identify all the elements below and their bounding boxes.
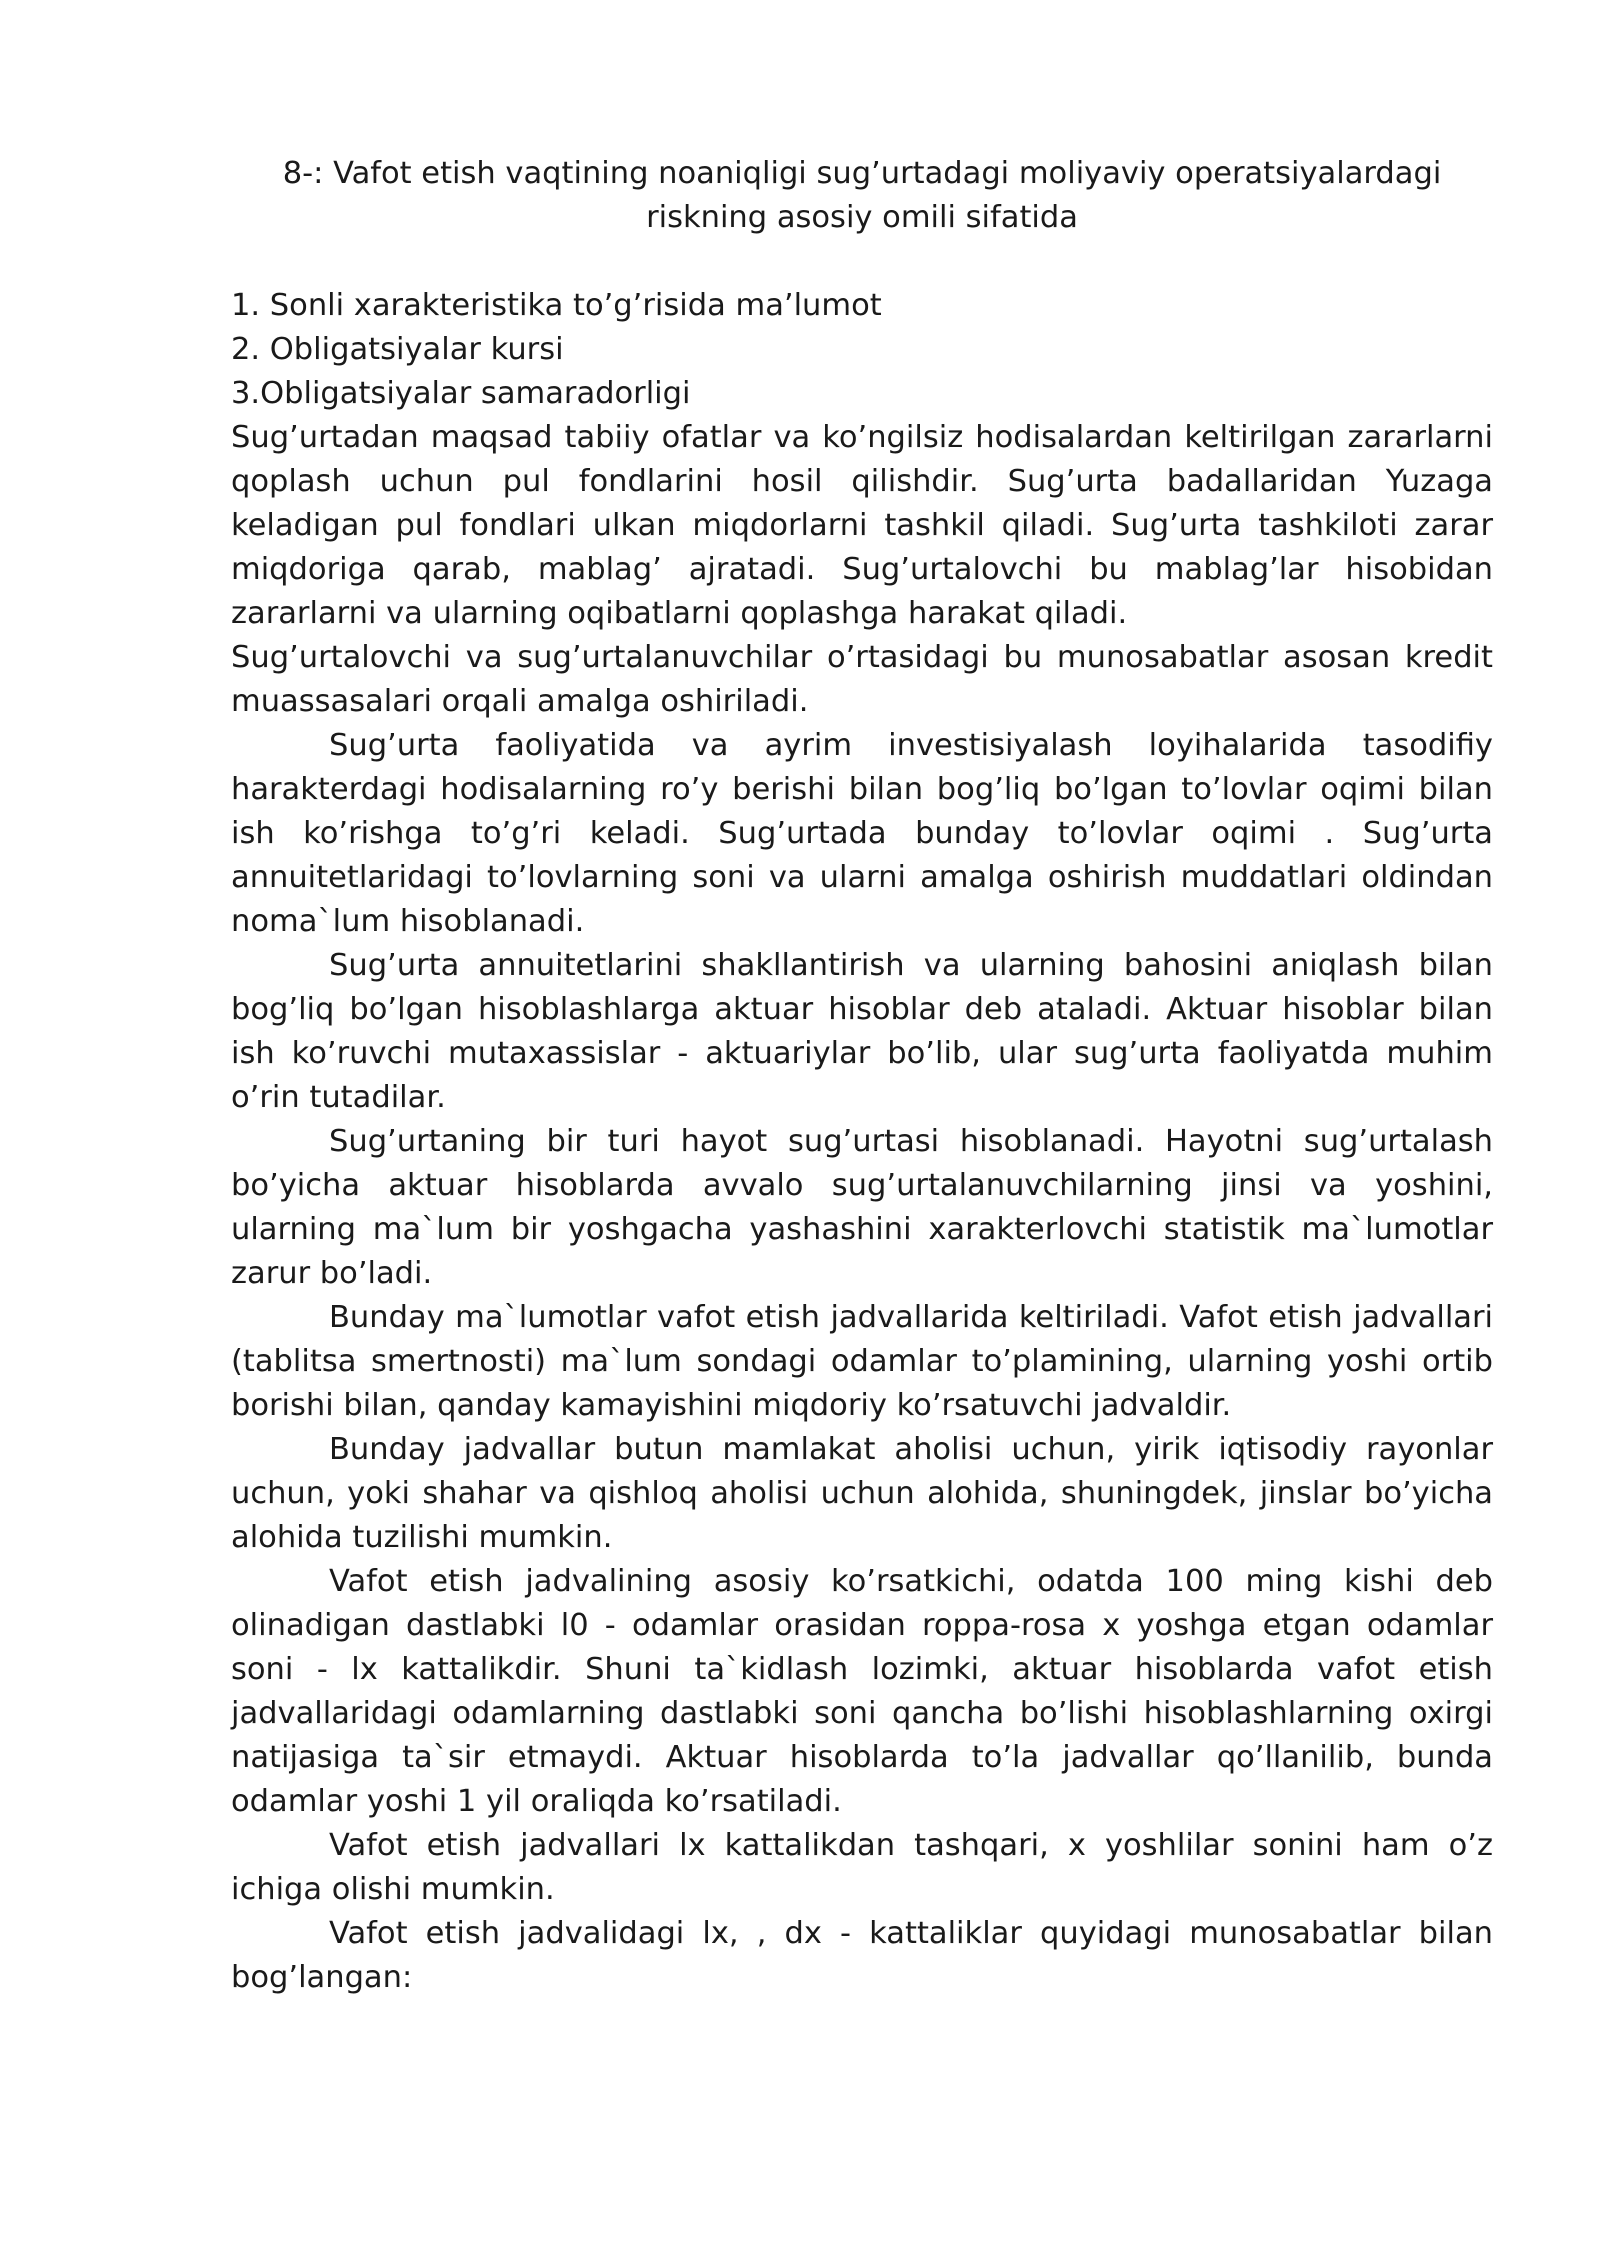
paragraph-2: Sug’urtalovchi va sug’urtalanuvchilar o’rtasidagi bu munosabatlar asosan kredit muassasalari orqali amalga oshiriladi. — [231, 640, 1493, 719]
paragraph-8: Vafot etish jadvalining asosiy ko’rsatkichi, odatda 100 ming kishi deb olinadigan dastlabki l0 - odamlar orasidan roppa-rosa x yoshga etgan odamlar soni - lx kattalikdir. Shuni ta`kidlash lozimki, aktuar hisoblarda vafot etish jadvallaridagi odamlarning dastlabki soni qancha bo’lishi hisoblashlarning oxirgi natijasiga ta`sir etmaydi. Aktuar hisoblarda to’la jadvallar qo’llanilib, bunda odamlar yoshi 1 yil oraliqda ko’rsatiladi. — [231, 1564, 1493, 1819]
paragraph-7: Bunday jadvallar butun mamlakat aholisi uchun, yirik iqtisodiy rayonlar uchun, yoki shahar va qishloq aholisi uchun alohida, shuningdek, jinslar bo’yicha alohida tuzilishi mumkin. — [231, 1432, 1493, 1555]
list-item-3: 3.Obligatsiyalar samaradorligi — [231, 376, 691, 411]
title-line-1: 8-: Vafot etish vaqtining noaniqligi sug’urtadagi moliyaviy operatsiyalardagi — [282, 156, 1442, 191]
title-line-2: riskning asosiy omili sifatida — [646, 200, 1078, 235]
list-item-1: 1. Sonli xarakteristika to’g’risida ma’lumot — [231, 288, 882, 323]
paragraph-3: Sug’urta faoliyatida va ayrim investisiyalash loyihalarida tasodifiy harakterdagi hodisalarning ro’y berishi bilan bog’liq bo’lgan to’lovlar oqimi bilan ish ko’rishga to’g’ri keladi. Sug’urtada bunday to’lovlar oqimi . Sug’urta annuitetlaridagi to’lovlarning soni va ularni amalga oshirish muddatlari oldindan noma`lum hisoblanadi. — [231, 728, 1493, 939]
paragraph-10: Vafot etish jadvalidagi lx, , dx - kattaliklar quyidagi munosabatlar bilan bog’langan: — [231, 1916, 1493, 1995]
paragraph-1: Sug’urtadan maqsad tabiiy ofatlar va ko’ngilsiz hodisalardan keltirilgan zararlarni qoplash uchun pul fondlarini hosil qilishdir. Sug’urta badallaridan Yuzaga keladigan pul fondlari ulkan miqdorlarni tashkil qiladi. Sug’urta tashkiloti zarar miqdoriga qarab, mablag’ ajratadi. Sug’urtalovchi bu mablag’lar hisobidan zararlarni va ularning oqibatlarni qoplashga harakat qiladi. — [231, 420, 1493, 631]
paragraph-4: Sug’urta annuitetlarini shakllantirish va ularning bahosini aniqlash bilan bog’liq bo’lgan hisoblashlarga aktuar hisoblar deb ataladi. Aktuar hisoblar bilan ish ko’ruvchi mutaxassislar - aktuariylar bo’lib, ular sug’urta faoliyatda muhim o’rin tutadilar. — [231, 948, 1493, 1115]
document-body — [231, 152, 1493, 2000]
page-title — [231, 152, 1493, 240]
paragraph-5: Sug’urtaning bir turi hayot sug’urtasi hisoblanadi. Hayotni sug’urtalash bo’yicha aktuar hisoblarda avvalo sug’urtalanuvchilarning jinsi va yoshini, ularning ma`lum bir yoshgacha yashashini xarakterlovchi statistik ma`lumotlar zarur bo’ladi. — [231, 1124, 1493, 1291]
paragraph-9: Vafot etish jadvallari lx kattalikdan tashqari, x yoshlilar sonini ham o’z ichiga olishi mumkin. — [231, 1828, 1493, 1907]
paragraph-6: Bunday ma`lumotlar vafot etish jadvallarida keltiriladi. Vafot etish jadvallari (tablitsa smertnosti) ma`lum sondagi odamlar to’plamining, ularning yoshi ortib borishi bilan, qanday kamayishini miqdoriy ko’rsatuvchi jadvaldir. — [231, 1300, 1493, 1423]
list-item-2: 2. Obligatsiyalar kursi — [231, 332, 564, 367]
